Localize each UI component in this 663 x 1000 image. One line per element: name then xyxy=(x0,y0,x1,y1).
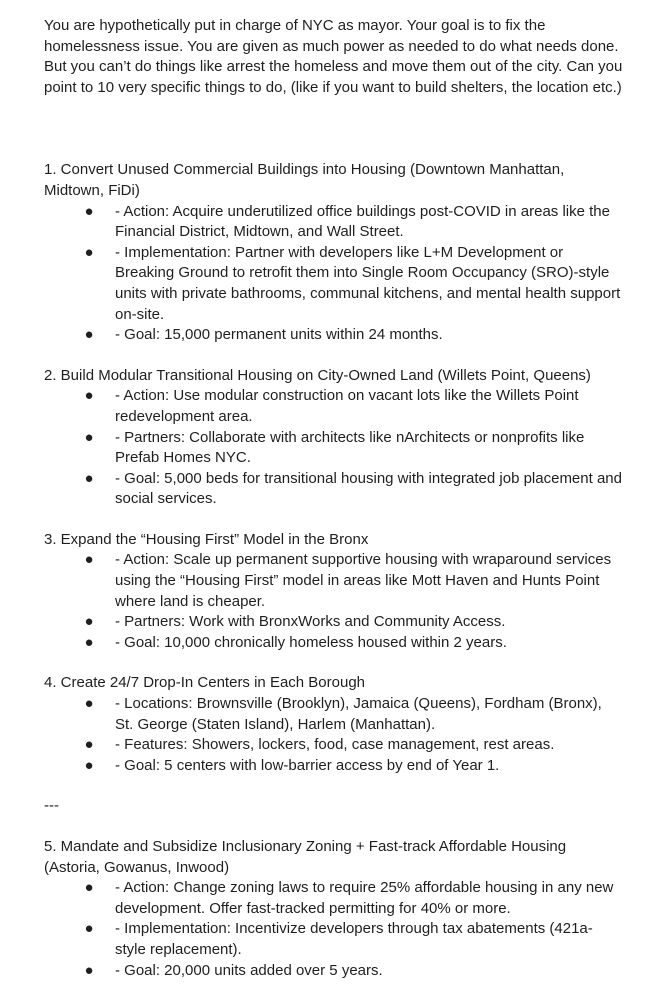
section-title: 5. Mandate and Subsidize Inclusionary Zoning + Fast-track Affordable Housing (Astoria, Gowanus, Inwood) xyxy=(44,838,567,876)
list-item-text: - Locations: Brownsville (Brooklyn), Jamaica (Queens), Fordham (Bronx), St. George (Staten Island), Harlem (Manhattan). xyxy=(115,695,602,733)
list-item-text: - Goal: 5 centers with low-barrier access by end of Year 1. xyxy=(115,756,500,774)
list-item xyxy=(44,756,623,777)
list-item-text: - Action: Change zoning laws to require 25% affordable housing in any new development. Offer fast-tracked permitting for 40% or more. xyxy=(115,879,614,917)
separator: --- xyxy=(44,797,59,815)
bullet-icon: ● xyxy=(84,961,94,979)
bullet-icon: ● xyxy=(84,428,94,446)
list-item-text: - Action: Acquire underutilized office buildings post-COVID in areas like the Financial District, Midtown, and Wall Street. xyxy=(115,202,610,241)
list-item xyxy=(44,735,623,756)
list-item xyxy=(44,961,623,982)
bullet-icon: ● xyxy=(84,756,94,774)
bullet-icon: ● xyxy=(84,879,94,897)
section-1 xyxy=(44,160,623,345)
bullet-icon: ● xyxy=(84,243,94,261)
list-item xyxy=(44,325,623,346)
list-item xyxy=(44,919,623,960)
list-item-text: - Goal: 5,000 beds for transitional housing with integrated job placement and social services. xyxy=(115,469,622,508)
bullet-icon: ● xyxy=(84,633,94,651)
list-item-text: - Goal: 20,000 units added over 5 years. xyxy=(115,961,383,979)
section-3 xyxy=(44,530,623,654)
list-item xyxy=(44,550,623,612)
section-title: 3. Expand the “Housing First” Model in the Bronx xyxy=(44,530,369,548)
list-item xyxy=(44,202,623,243)
section-5 xyxy=(44,837,623,981)
list-item xyxy=(44,633,623,654)
list-item xyxy=(44,428,623,469)
bullet-list xyxy=(44,202,623,346)
bullet-icon: ● xyxy=(84,469,94,487)
list-item-text: - Features: Showers, lockers, food, case management, rest areas. xyxy=(115,736,555,754)
list-item-text: - Partners: Work with BronxWorks and Community Access. xyxy=(115,613,506,631)
list-item xyxy=(44,612,623,633)
bullet-list xyxy=(44,694,623,776)
bullet-list xyxy=(44,550,623,653)
bullet-list xyxy=(44,878,623,981)
list-item xyxy=(44,469,623,510)
list-item-text: - Action: Use modular construction on vacant lots like the Willets Point redevelopment area. xyxy=(115,387,579,425)
section-4 xyxy=(44,673,623,776)
bullet-icon: ● xyxy=(84,695,94,713)
list-item-text: - Goal: 15,000 permanent units within 24 months. xyxy=(115,326,443,344)
bullet-icon: ● xyxy=(84,736,94,754)
list-item xyxy=(44,878,623,919)
bullet-icon: ● xyxy=(84,613,94,631)
section-title: 4. Create 24/7 Drop-In Centers in Each Borough xyxy=(44,674,366,692)
list-item-text: - Action: Scale up permanent supportive housing with wraparound services using the “Housing First” model in areas like Mott Haven and Hunts Point where land is cheaper. xyxy=(115,551,612,610)
bullet-icon: ● xyxy=(84,202,94,220)
bullet-list xyxy=(44,386,623,510)
bullet-icon: ● xyxy=(84,387,94,405)
intro-paragraph: You are hypothetically put in charge of NYC as mayor. Your goal is to fix the homelessness issue. You are given as much power as needed to do what needs done. But you can’t do things like arrest the homeless and move them out of the city. Can you point to 10 very specific things to do, (like if you want to build shelters, the location etc.) xyxy=(44,17,623,96)
list-item-text: - Partners: Collaborate with architects like nArchitects or nonprofits like Prefab Homes NYC. xyxy=(115,428,585,467)
list-item xyxy=(44,386,623,427)
section-title: 2. Build Modular Transitional Housing on City-Owned Land (Willets Point, Queens) xyxy=(44,366,591,384)
list-item xyxy=(44,694,623,735)
section-title: 1. Convert Unused Commercial Buildings into Housing (Downtown Manhattan, Midtown, FiDi) xyxy=(44,161,565,199)
bullet-icon: ● xyxy=(84,551,94,569)
list-item xyxy=(44,243,623,325)
list-item-text: - Implementation: Incentivize developers through tax abatements (421a-style replacement). xyxy=(115,920,593,958)
bullet-icon: ● xyxy=(84,920,94,938)
section-2 xyxy=(44,366,623,510)
list-item-text: - Implementation: Partner with developers like L+M Development or Breaking Ground to retrofit them into Single Room Occupancy (SRO)-style units with private bathrooms, communal kitchens, and mental health support on-site. xyxy=(115,243,621,323)
bullet-icon: ● xyxy=(84,326,94,344)
list-item-text: - Goal: 10,000 chronically homeless housed within 2 years. xyxy=(115,633,507,651)
